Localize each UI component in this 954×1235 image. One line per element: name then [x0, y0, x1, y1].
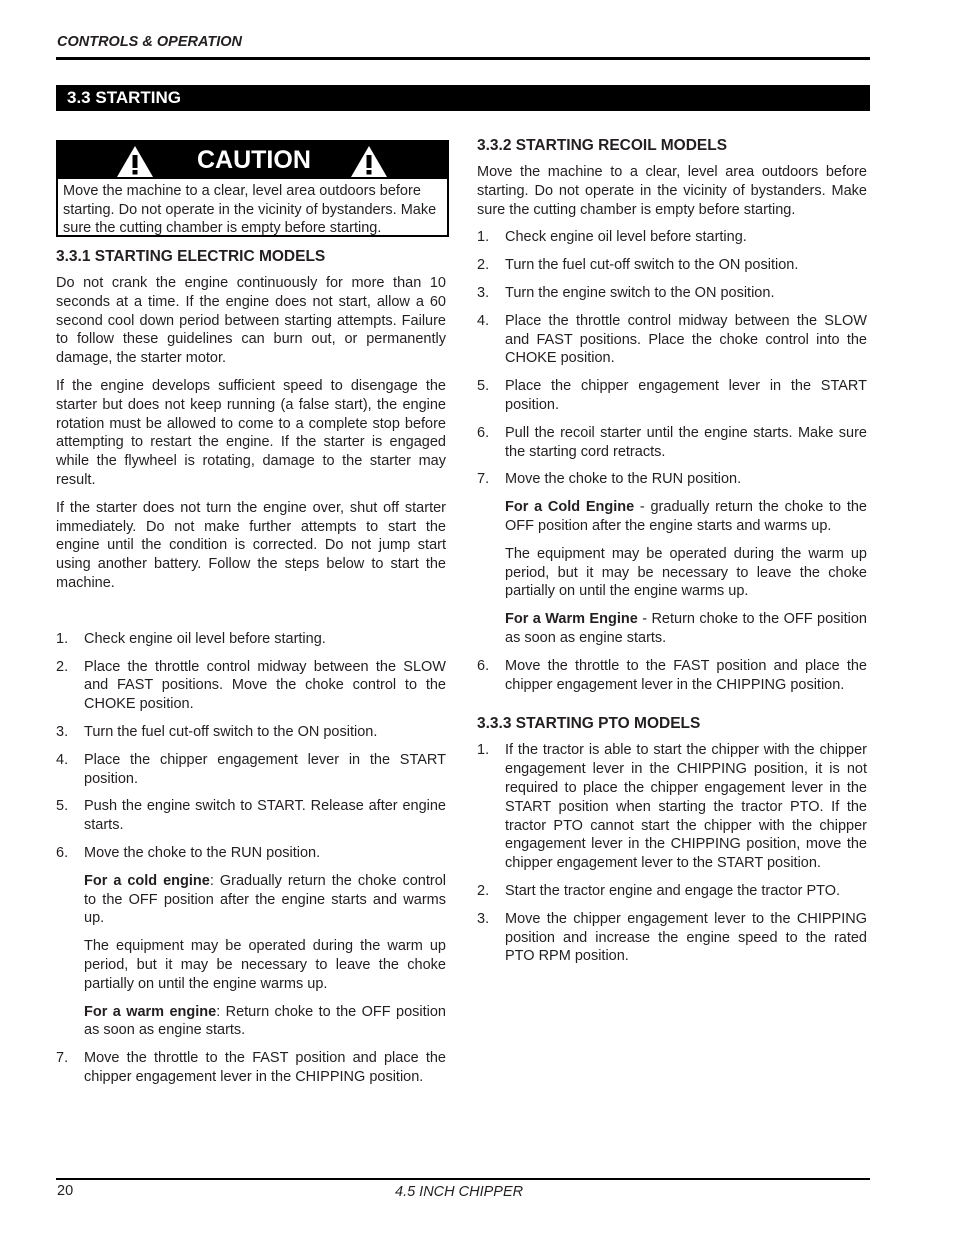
- list-item: 1. If the tractor is able to start the chipper with the chipper engagement lever in the CHIPPING position, it is not required to place the chipper engagement lever in the START position when starting the tractor PTO. If the tractor PTO cannot start the chipper with the chipper engagement lever in the CHIPPING position, move the chipper engagement lever to the START position.: [477, 742, 867, 872]
- recoil-steps-list: [477, 228, 867, 694]
- list-item: 3. Turn the fuel cut-off switch to the ON position.: [56, 723, 378, 740]
- warmup-note: The equipment may be operated during the warm up period, but it may be necessary to leave the choke partially on until the engine warms up.: [84, 938, 446, 992]
- page-number: 20: [57, 1183, 74, 1199]
- cold-engine-note: For a Cold Engine - gradually return the choke to the OFF position after the engine starts and warms up.: [505, 499, 867, 534]
- recoil-intro: Move the machine to a clear, level area outdoors before starting. Do not operate in the vicinity of bystanders. Make sure the cutting chamber is empty before starting.: [477, 164, 867, 218]
- list-item: 1. Check engine oil level before starting.: [477, 229, 747, 246]
- list-item: 5. Place the chipper engagement lever in the START position.: [477, 378, 867, 413]
- list-item: 6. Pull the recoil starter until the engine starts. Make sure the starting cord retracts.: [477, 424, 867, 460]
- warning-triangle-icon: [350, 145, 388, 178]
- warm-engine-note: For a warm engine: Return choke to the OFF position as soon as engine starts.: [84, 1003, 446, 1039]
- running-header: CONTROLS & OPERATION: [57, 34, 243, 50]
- electric-paragraph: If the engine develops sufficient speed to disengage the starter but does not keep running (a false start), the engine rotation must be allowed to come to a complete stop before attempting to restart the engine. If the starter is engaged while the flywheel is rotating, damage to the starter may result.: [56, 377, 446, 488]
- footer-rule: [56, 1178, 870, 1180]
- electric-steps-list: [56, 630, 446, 1087]
- list-item: 2. Turn the fuel cut-off switch to the ON position.: [477, 257, 799, 274]
- list-item: 4. Place the chipper engagement lever in the START position.: [56, 751, 446, 787]
- list-item: 3. Turn the engine switch to the ON position.: [477, 284, 775, 301]
- caution-title: CAUTION: [197, 146, 311, 174]
- list-item: 5. Push the engine switch to START. Release after engine starts.: [56, 798, 446, 834]
- warm-engine-note: For a Warm Engine - Return choke to the OFF position as soon as engine starts.: [505, 611, 868, 646]
- section-title-bar: 3.3 STARTING: [56, 85, 870, 111]
- caution-header: [58, 142, 447, 179]
- list-item: 7. Move the choke to the RUN position. For a Cold Engine - gradually return the choke to the OFF position after the engine starts and warms up. The equipment may be operated during the warm up period, but it may be necessary to leave the choke partially on until the engine warms up. For a Warm Engine - Return choke to the OFF position as soon as engine starts.: [477, 471, 868, 646]
- left-column: [56, 246, 446, 1087]
- right-column: [477, 135, 867, 966]
- list-item: 2. Start the tractor engine and engage the tractor PTO.: [477, 882, 841, 899]
- list-item: 6. Move the throttle to the FAST position and place the chipper engagement lever in the CHIPPING position.: [477, 657, 867, 693]
- pto-heading: 3.3.3 STARTING PTO MODELS: [477, 715, 701, 733]
- recoil-heading: 3.3.2 STARTING RECOIL MODELS: [477, 137, 728, 154]
- document-title: 4.5 INCH CHIPPER: [395, 1184, 524, 1200]
- caution-text: Move the machine to a clear, level area outdoors before starting. Do not operate in the vicinity of bystanders. Make sure the cutting chamber is empty before starting.: [63, 183, 437, 237]
- list-item: 4. Place the throttle control midway between the SLOW and FAST positions. Place the choke control into the CHOKE position.: [477, 312, 867, 367]
- caution-box: [56, 140, 449, 237]
- list-item: 7. Move the throttle to the FAST position and place the chipper engagement lever in the CHIPPING position.: [56, 1050, 446, 1085]
- list-item: 1. Check engine oil level before starting.: [56, 630, 326, 647]
- warning-triangle-icon: [116, 145, 154, 178]
- list-item: 3. Move the chipper engagement lever to the CHIPPING position and increase the engine speed to the rated PTO RPM position.: [477, 910, 867, 965]
- list-item: 6. Move the choke to the RUN position. For a cold engine: Gradually return the choke control to the OFF position after the engine starts and warms up. The equipment may be operated during the warm up period, but it may be necessary to leave the choke partially on until the engine warms up. For a warm engine: Return choke to the OFF position as soon as engine starts.: [56, 844, 446, 1039]
- electric-paragraph: If the starter does not turn the engine over, shut off starter immediately. Do not make further attempts to start the engine until the condition is corrected. Do not jump start using another battery. Follow the steps below to start the machine.: [56, 499, 446, 591]
- cold-engine-note: For a cold engine: Gradually return the choke control to the OFF position after the engine starts and warms up.: [84, 872, 446, 927]
- electric-paragraph: Do not crank the engine continuously for more than 10 seconds at a time. If the engine does not start, allow a 60 second cool down period between starting attempts. Failure to follow these guidelines can burn out, or permanently damage, the starter motor.: [56, 275, 446, 367]
- header-rule: [56, 57, 870, 60]
- list-item: 2. Place the throttle control midway between the SLOW and FAST positions. Move the choke control to the CHOKE position.: [56, 658, 446, 713]
- electric-heading: 3.3.1 STARTING ELECTRIC MODELS: [56, 248, 326, 265]
- warmup-note: The equipment may be operated during the warm up period, but it may be necessary to leave the choke partially on until the engine warms up.: [505, 545, 867, 600]
- pto-steps-list: [477, 741, 867, 966]
